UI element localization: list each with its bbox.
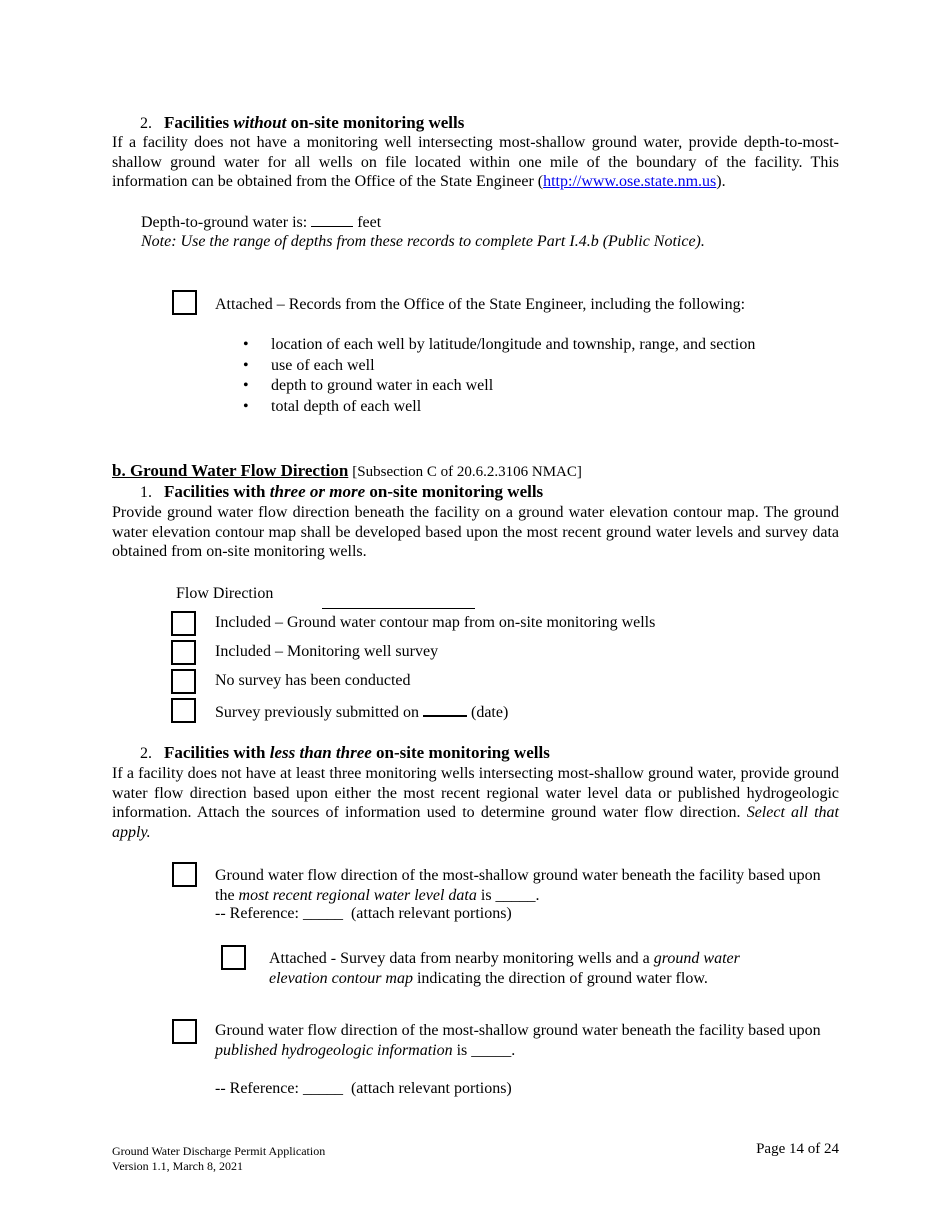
section-a2-paragraph: If a facility does not have a monitoring well intersecting most-shallow ground water, provide depth-to-most-shallow ground water for all wells on file located within one mile of the boundary of the facility. This information can be obtained from the Office of the State Engineer (http://www.ose.state.nm.us). — [112, 134, 839, 190]
survey-submitted-checkbox[interactable] — [171, 698, 196, 723]
ose-link[interactable]: http://www.ose.state.nm.us — [543, 173, 717, 190]
list-item: • total depth of each well — [215, 397, 773, 418]
list-item: • depth to ground water in each well — [215, 376, 773, 397]
survey-submitted-label: Survey previously submitted on (date) — [215, 701, 508, 722]
section-a2-title: 2. Facilities without on-site monitoring wells — [140, 113, 465, 132]
depth-to-ground-water-line: Depth-to-ground water is: feet — [141, 214, 382, 231]
hydrogeologic-reference-line: -- Reference: _____ (attach relevant portions) — [215, 1080, 512, 1097]
regional-data-label: Ground water flow direction of the most-shallow ground water beneath the facility based upon the most recent regional water level data is _____. — [215, 867, 821, 904]
section-b-heading — [112, 461, 582, 481]
list-item: • use of each well — [215, 356, 773, 377]
survey-data-checkbox[interactable] — [221, 945, 246, 970]
no-survey-label: No survey has been conducted — [215, 672, 411, 689]
well-survey-label: Included – Monitoring well survey — [215, 643, 439, 660]
contour-map-checkbox[interactable] — [171, 611, 196, 636]
well-survey-checkbox[interactable] — [171, 640, 196, 665]
no-survey-checkbox[interactable] — [171, 669, 196, 694]
footer-page-number: Page 14 of 24 — [756, 1141, 839, 1157]
depth-blank[interactable] — [311, 212, 353, 227]
ose-records-list — [215, 335, 773, 417]
flow-direction-blank[interactable] — [322, 608, 475, 609]
section-b2-title: 2. Facilities with less than three on-site monitoring wells — [140, 743, 550, 762]
section-b2-paragraph: If a facility does not have at least three monitoring wells intersecting most-shallow ground water, provide ground water flow direction based upon either the most recent regional water level data or published hydrogeologic information. Attach the sources of information used to determine ground water flow direction. Select all that apply. — [112, 765, 839, 841]
contour-map-label: Included – Ground water contour map from on-site monitoring wells — [215, 614, 656, 631]
section-b1-paragraph: Provide ground water flow direction beneath the facility on a ground water elevation contour map. The ground water elevation contour map shall be developed based upon the most recent ground water levels and survey data obtained from on-site monitoring wells. — [112, 504, 839, 560]
section-b-subsection: [Subsection C of 20.6.2.3106 NMAC] — [352, 464, 582, 480]
survey-data-label: Attached - Survey data from nearby monitoring wells and a ground water elevation contour map indicating the direction of ground water flow. — [269, 950, 740, 987]
flow-direction-label: Flow Direction — [176, 585, 274, 602]
ose-records-label: Attached – Records from the Office of the State Engineer, including the following: — [215, 296, 746, 313]
section-b-title: b. Ground Water Flow Direction — [112, 461, 349, 480]
section-b1-title: 1. Facilities with three or more on-site monitoring wells — [140, 482, 544, 501]
public-notice-note: Note: Use the range of depths from these records to complete Part I.4.b (Public Notice). — [141, 233, 705, 250]
footer-doc-title: Ground Water Discharge Permit Application — [112, 1144, 326, 1158]
ose-records-checkbox[interactable] — [172, 290, 197, 315]
survey-date-blank[interactable] — [423, 701, 467, 717]
regional-reference-line: -- Reference: _____ (attach relevant portions) — [215, 905, 512, 922]
section-a2-number: 2. — [140, 115, 152, 132]
hydrogeologic-checkbox[interactable] — [172, 1019, 197, 1044]
hydrogeologic-label: Ground water flow direction of the most-shallow ground water beneath the facility based upon published hydrogeologic information is _____. — [215, 1022, 821, 1059]
footer-version: Version 1.1, March 8, 2021 — [112, 1159, 243, 1173]
regional-data-checkbox[interactable] — [172, 862, 197, 887]
footer-left — [112, 1144, 325, 1174]
list-item: • location of each well by latitude/longitude and township, range, and section — [215, 335, 773, 356]
